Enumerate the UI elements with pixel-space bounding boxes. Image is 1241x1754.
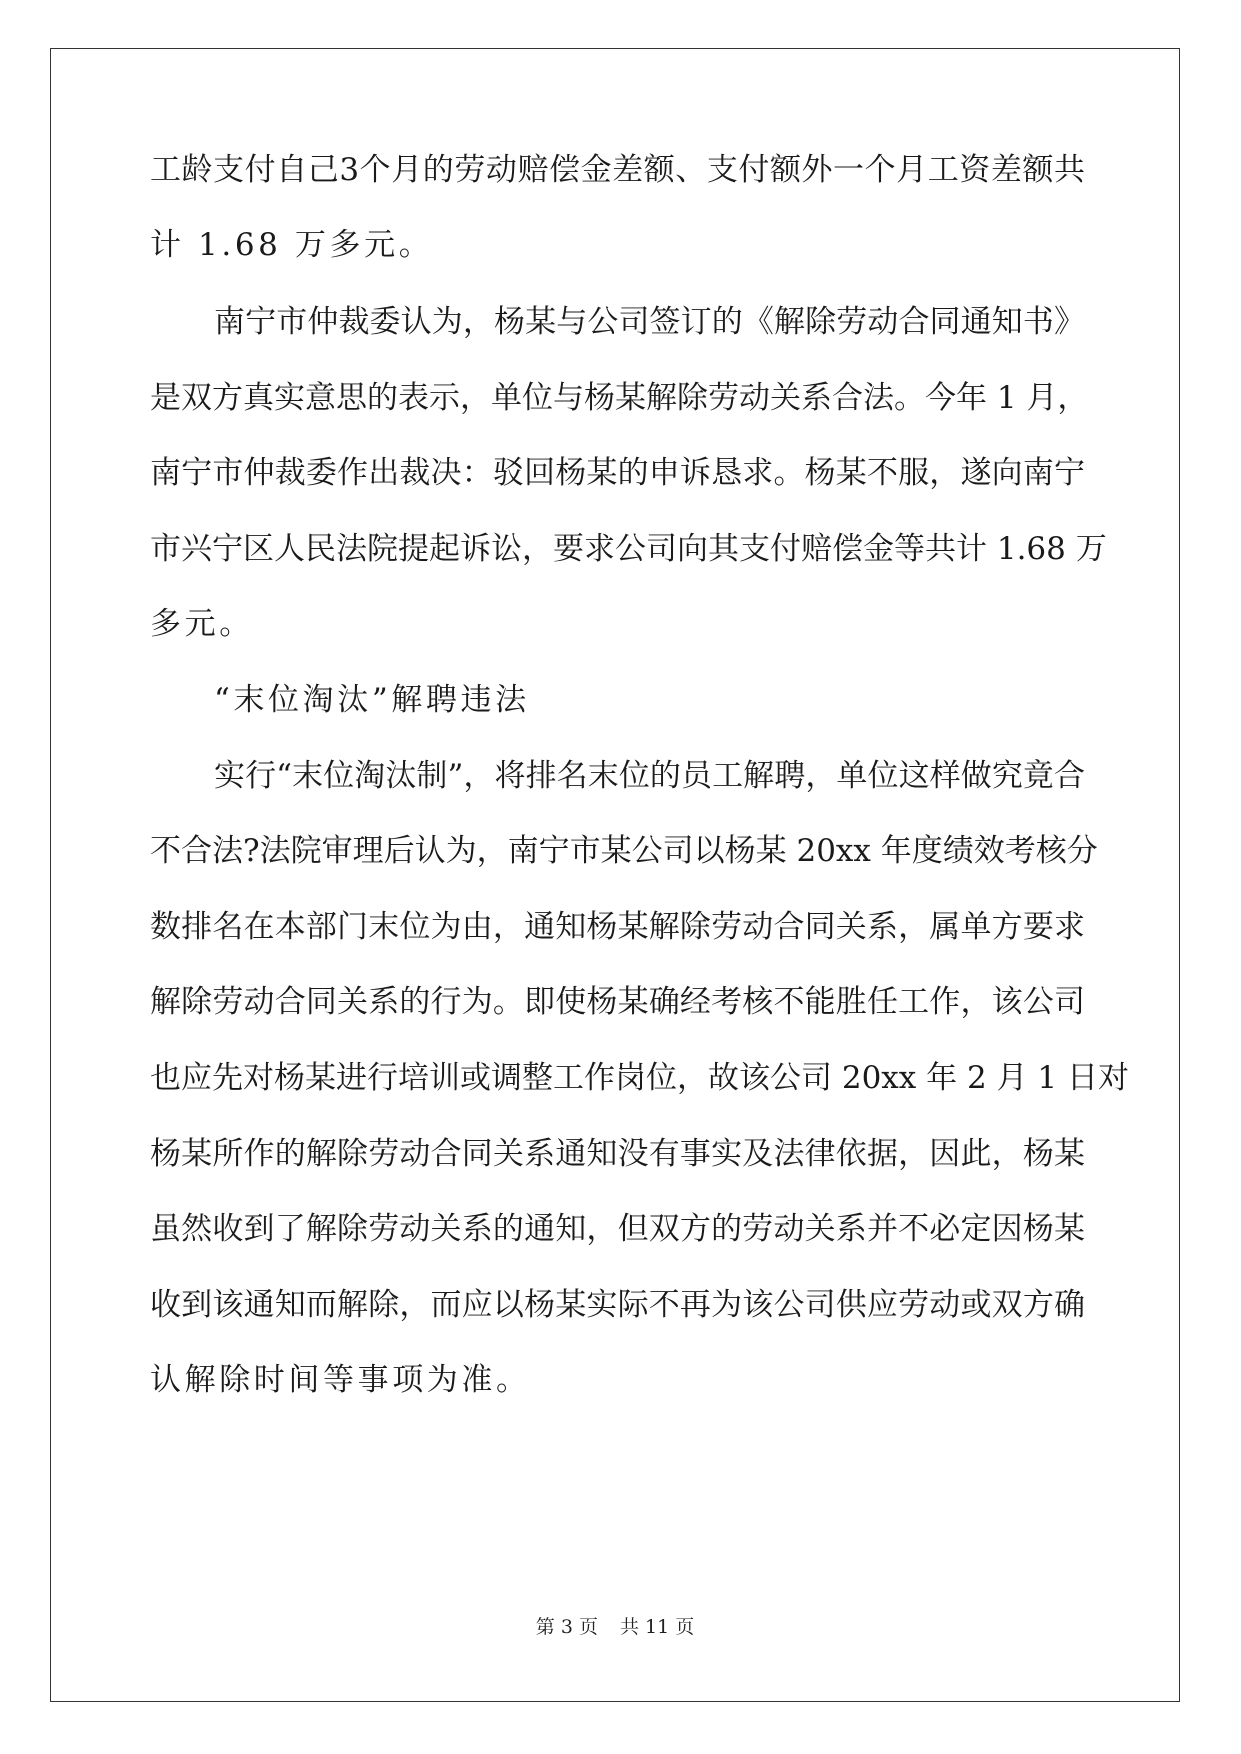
text-line: 收到该通知而解除，而应以杨某实际不再为该公司供应劳动或双方确 — [150, 1287, 1085, 1323]
text-line: 计 1.68 万多元。 — [150, 227, 434, 263]
page-footer — [0, 1615, 1230, 1639]
text-line: 南宁市仲裁委作出裁决：驳回杨某的申诉恳求。杨某不服，遂向南宁 — [150, 455, 1085, 491]
text-line: 认解除时间等事项为准。 — [150, 1362, 531, 1398]
text-line: 数排名在本部门末位为由，通知杨某解除劳动合同关系，属单方要求 — [150, 909, 1085, 945]
text-line: 市兴宁区人民法院提起诉讼，要求公司向其支付赔偿金等共计 1.68 万 — [150, 531, 1107, 567]
page-number: 第 3 页 — [535, 1616, 598, 1638]
text-line: 解除劳动合同关系的行为。即使杨某确经考核不能胜任工作，该公司 — [150, 984, 1085, 1020]
text-line: 杨某所作的解除劳动合同关系通知没有事实及法律依据，因此，杨某 — [150, 1136, 1085, 1172]
text-line: 也应先对杨某进行培训或调整工作岗位，故该公司 20xx 年 2 月 1 日对 — [150, 1060, 1129, 1096]
text-line: 多元。 — [150, 606, 254, 642]
text-line: 是双方真实意思的表示，单位与杨某解除劳动关系合法。今年 1 月， — [150, 380, 1089, 416]
page-frame — [50, 48, 1180, 1702]
text-line: 实行“末位淘汰制”，将排名末位的员工解聘，单位这样做究竟合 — [214, 758, 1085, 794]
page-total: 共 11 页 — [619, 1616, 695, 1638]
text-line: 虽然收到了解除劳动关系的通知，但双方的劳动关系并不必定因杨某 — [150, 1211, 1085, 1247]
text-line: 工龄支付自己3个月的劳动赔偿金差额、支付额外一个月工资差额共 — [150, 152, 1085, 188]
text-line: 南宁市仲裁委认为，杨某与公司签订的《解除劳动合同通知书》 — [214, 304, 1085, 340]
section-heading: “末位淘汰”解聘违法 — [214, 682, 530, 718]
text-line: 不合法?法院审理后认为，南宁市某公司以杨某 20xx 年度绩效考核分 — [150, 833, 1098, 869]
